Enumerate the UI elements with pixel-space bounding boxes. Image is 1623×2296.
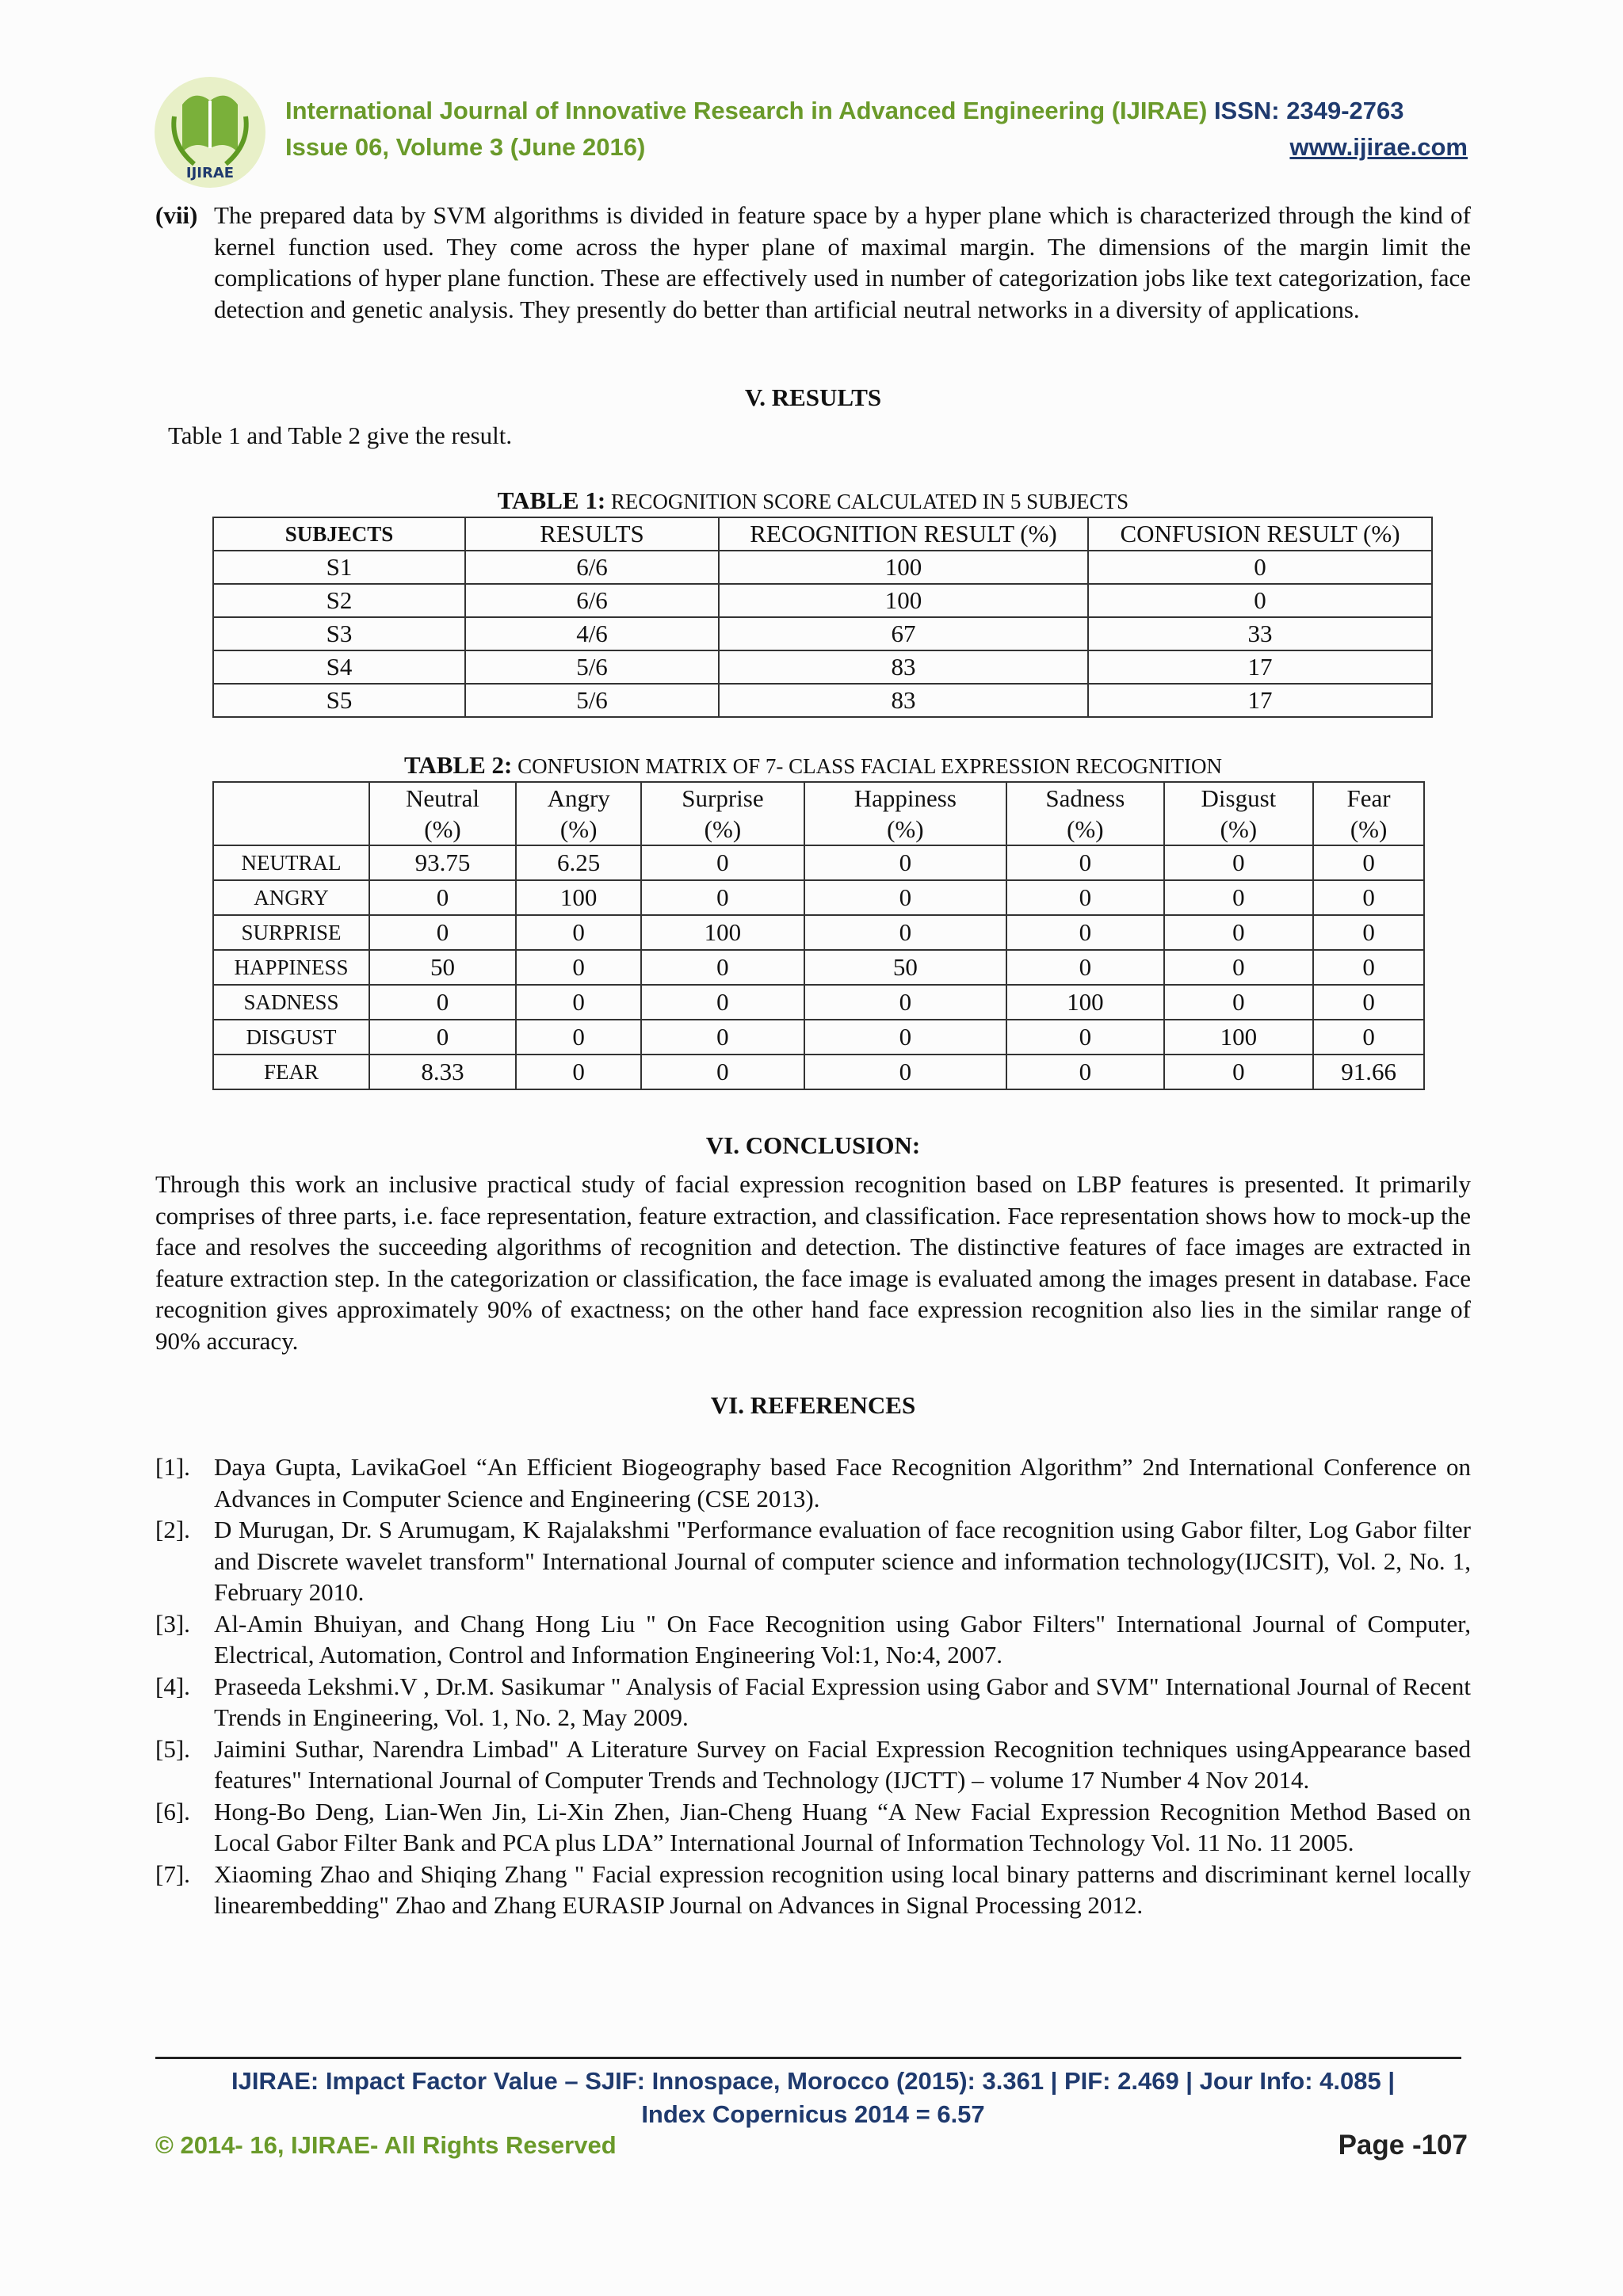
column-header: RECOGNITION RESULT (%)	[719, 517, 1088, 551]
table-cell: 0	[516, 1020, 641, 1055]
table-cell: S2	[213, 584, 465, 617]
table-cell: 0	[804, 845, 1007, 880]
reference-number: [7].	[155, 1859, 190, 1888]
table-cell: S5	[213, 684, 465, 717]
conclusion-paragraph: Through this work an inclusive practical study of facial expression recognition based on LBP features is presented. It primarily comprises of three parts, i.e. face representation, feature extraction, and classification. Face representation shows how to mock-up the face and resolves the succeeding algorithms of recognition and detection. The distinctive features of face images are extracted in feature extraction step. In the categorization or classification, the face image is evaluated among the images present in database. Face recognition gives approximately 90% of exactness; on the other hand face expression recognition also lies in the similar range of 90% accuracy.	[155, 1170, 1471, 1355]
impact-line-2: Index Copernicus 2014 = 6.57	[641, 2100, 985, 2128]
table-cell: 100	[1164, 1020, 1314, 1055]
reference-item	[155, 1859, 1471, 1921]
table-cell: 0	[804, 1020, 1007, 1055]
svm-paragraph	[155, 200, 1471, 325]
table-cell: 0	[516, 985, 641, 1020]
recognition-score-table	[212, 517, 1433, 718]
copyright: © 2014- 16, IJIRAE- All Rights Reserved	[155, 2131, 617, 2159]
table1-caption-text: RECOGNITION SCORE CALCULATED IN 5 SUBJECTS	[610, 490, 1129, 513]
table-cell: 0	[369, 915, 516, 950]
table-cell: 100	[641, 915, 804, 950]
table-cell: 0	[641, 985, 804, 1020]
item-label: (vii)	[155, 201, 198, 229]
table-cell: 0	[641, 950, 804, 985]
table2-caption	[155, 751, 1471, 780]
table-cell: 5/6	[465, 650, 719, 684]
table-cell: 0	[804, 880, 1007, 915]
column-header-name: Happiness	[854, 784, 957, 812]
table-cell: 0	[641, 1020, 804, 1055]
column-header	[804, 782, 1007, 845]
table-cell: 0	[1164, 880, 1314, 915]
table1-caption	[155, 486, 1471, 515]
impact-line-1: IJIRAE: Impact Factor Value – SJIF: Innospace, Morocco (2015): 3.361 | PIF: 2.469 | Jour Info: 4.085 |	[231, 2067, 1395, 2095]
column-header: CONFUSION RESULT (%)	[1088, 517, 1432, 551]
table-cell: 5/6	[465, 684, 719, 717]
column-header	[516, 782, 641, 845]
column-header-unit: (%)	[704, 815, 742, 843]
reference-number: [1].	[155, 1453, 190, 1481]
column-header-unit: (%)	[1067, 815, 1104, 843]
reference-text: Al-Amin Bhuiyan, and Chang Hong Liu " On Face Recognition using Gabor Filters" International Journal of Computer, Electrical, Automation, Control and Information Engineering Vol:1, No:4, 2007.	[214, 1609, 1471, 1669]
column-header	[641, 782, 804, 845]
column-header-unit: (%)	[1220, 815, 1258, 843]
reference-text: Jaimini Suthar, Narendra Limbad" A Literature Survey on Facial Expression Recognition techniques usingAppearance based features" International Journal of Computer Trends and Technology (IJCTT) – volume 17 Number 4 Nov 2014.	[214, 1734, 1471, 1794]
table-cell: 0	[804, 985, 1007, 1020]
table-cell: 83	[719, 684, 1088, 717]
reference-item	[155, 1608, 1471, 1671]
table-cell: 33	[1088, 617, 1432, 650]
table-cell: 50	[804, 950, 1007, 985]
table-row	[213, 650, 1432, 684]
table2-body	[213, 845, 1424, 1089]
table-row	[213, 551, 1432, 584]
table-row	[213, 684, 1432, 717]
table-row	[213, 584, 1432, 617]
column-header-name: Sadness	[1045, 784, 1125, 812]
confusion-matrix-table	[212, 781, 1425, 1090]
row-label: NEUTRAL	[213, 845, 369, 880]
column-header-unit: (%)	[887, 815, 924, 843]
table-cell: 0	[1313, 915, 1424, 950]
table-cell: 0	[641, 845, 804, 880]
reference-text: D Murugan, Dr. S Arumugam, K Rajalakshmi "Performance evaluation of face recognition using Gabor filter, Log Gabor filter and Discrete wavelet transform" International Journal of computer science and information technology(IJCSIT), Vol. 2, No. 1, February 2010.	[214, 1516, 1471, 1606]
column-header: SUBJECTS	[213, 517, 465, 551]
row-label: ANGRY	[213, 880, 369, 915]
reference-number: [6].	[155, 1797, 190, 1825]
table-cell: 0	[516, 1055, 641, 1089]
column-header: RESULTS	[465, 517, 719, 551]
issue-info: Issue 06, Volume 3 (June 2016)	[285, 133, 646, 161]
table-cell: 67	[719, 617, 1088, 650]
table-cell: 83	[719, 650, 1088, 684]
reference-item	[155, 1671, 1471, 1733]
references-heading: VI. REFERENCES	[710, 1391, 916, 1419]
issn: ISSN: 2349-2763	[1213, 97, 1404, 124]
row-label: FEAR	[213, 1055, 369, 1089]
item-text: The prepared data by SVM algorithms is divided in feature space by a hyper plane which is characterized through the kind of kernel function used. They come across the hyper plane of maximal margin. The dimensions of the margin limit the complications of hyper plane function. These are effectively used in number of categorization jobs like text categorization, face detection and genetic analysis. They presently do better than artificial neutral networks in a diversity of applications.	[214, 201, 1471, 323]
reference-item	[155, 1733, 1471, 1796]
table-cell: 0	[804, 915, 1007, 950]
table-row	[213, 985, 1424, 1020]
table-cell: 0	[369, 985, 516, 1020]
reference-item	[155, 1514, 1471, 1608]
table-cell: S3	[213, 617, 465, 650]
table-header-row	[213, 517, 1432, 551]
column-header	[1164, 782, 1314, 845]
svg-text:IJIRAE: IJIRAE	[185, 165, 235, 181]
table-cell: 0	[1313, 950, 1424, 985]
table-row	[213, 950, 1424, 985]
column-header-name: Surprise	[682, 784, 764, 812]
journal-name: International Journal of Innovative Research in Advanced Engineering (IJIRAE)	[285, 97, 1208, 124]
results-heading: V. RESULTS	[744, 383, 882, 411]
corner-cell	[213, 782, 369, 845]
reference-text: Hong-Bo Deng, Lian-Wen Jin, Li-Xin Zhen, Jian-Cheng Huang “A New Facial Expression Recognition Method Based on Local Gabor Filter Bank and PCA plus LDA” International Journal of Information Technology Vol. 11 No. 11 2005.	[214, 1797, 1471, 1856]
table-cell: 0	[1164, 985, 1314, 1020]
table-cell: 17	[1088, 684, 1432, 717]
table-cell: 0	[1006, 845, 1164, 880]
table-cell: 0	[1313, 845, 1424, 880]
table-row	[213, 880, 1424, 915]
table-cell: 4/6	[465, 617, 719, 650]
reference-number: [4].	[155, 1672, 190, 1700]
reference-number: [3].	[155, 1609, 190, 1638]
table-cell: 0	[1164, 950, 1314, 985]
footer-divider	[155, 2057, 1461, 2059]
row-label: HAPPINESS	[213, 950, 369, 985]
table-header-row	[213, 782, 1424, 845]
row-label: SADNESS	[213, 985, 369, 1020]
table-cell: 6.25	[516, 845, 641, 880]
table-cell: 0	[1006, 1020, 1164, 1055]
table-cell: 17	[1088, 650, 1432, 684]
table-cell: 0	[1006, 880, 1164, 915]
column-header-name: Fear	[1346, 784, 1391, 812]
table-cell: 0	[516, 950, 641, 985]
table1-caption-label: TABLE 1:	[497, 486, 606, 514]
table-cell: 0	[1088, 584, 1432, 617]
table-row	[213, 845, 1424, 880]
table-cell: 0	[1006, 950, 1164, 985]
column-header-name: Angry	[547, 784, 610, 812]
table-cell: 91.66	[1313, 1055, 1424, 1089]
column-header-unit: (%)	[1350, 815, 1388, 843]
reference-item	[155, 1796, 1471, 1859]
table-cell: 0	[1088, 551, 1432, 584]
table-cell: 0	[1164, 915, 1314, 950]
table-cell: 6/6	[465, 551, 719, 584]
page-number: Page -107	[1338, 2130, 1468, 2161]
column-header-name: Neutral	[406, 784, 479, 812]
table-cell: 0	[1164, 1055, 1314, 1089]
table-cell: 100	[516, 880, 641, 915]
column-header	[1006, 782, 1164, 845]
table2-caption-text: CONFUSION MATRIX OF 7- CLASS FACIAL EXPRESSION RECOGNITION	[517, 754, 1222, 778]
table-cell: 0	[1313, 1020, 1424, 1055]
journal-title-line	[285, 97, 1403, 125]
table-cell: 100	[719, 551, 1088, 584]
row-label: DISGUST	[213, 1020, 369, 1055]
table-cell: 0	[641, 880, 804, 915]
column-header	[369, 782, 516, 845]
reference-list	[155, 1451, 1471, 1921]
column-header-unit: (%)	[559, 815, 598, 843]
table-cell: 50	[369, 950, 516, 985]
row-label: SURPRISE	[213, 915, 369, 950]
table-cell: 0	[516, 915, 641, 950]
table-row	[213, 1020, 1424, 1055]
table-cell: S1	[213, 551, 465, 584]
reference-number: [2].	[155, 1516, 190, 1543]
reference-item	[155, 1451, 1471, 1514]
table-cell: 93.75	[369, 845, 516, 880]
table-cell: 0	[804, 1055, 1007, 1089]
column-header-unit: (%)	[424, 815, 461, 843]
table-cell: 0	[1313, 880, 1424, 915]
table-cell: 100	[719, 584, 1088, 617]
table-cell: 0	[369, 1020, 516, 1055]
table-cell: 0	[641, 1055, 804, 1089]
reference-number: [5].	[155, 1734, 190, 1763]
results-intro: Table 1 and Table 2 give the result.	[168, 421, 513, 449]
table-cell: 6/6	[465, 584, 719, 617]
journal-url-link[interactable]: www.ijirae.com	[1289, 133, 1468, 161]
table-row	[213, 1055, 1424, 1089]
table-cell: 0	[1006, 915, 1164, 950]
column-header-name: Disgust	[1201, 784, 1277, 812]
table-cell: 8.33	[369, 1055, 516, 1089]
column-header	[1313, 782, 1424, 845]
reference-text: Xiaoming Zhao and Shiqing Zhang " Facial expression recognition using local binary patterns and discriminant kernel locally linearembedding" Zhao and Zhang EURASIP Journal on Advances in Signal Processing 2012.	[214, 1859, 1471, 1919]
table-cell: 0	[1006, 1055, 1164, 1089]
reference-text: Praseeda Lekshmi.V , Dr.M. Sasikumar " Analysis of Facial Expression using Gabor and SVM" International Journal of Recent Trends in Engineering, Vol. 1, No. 2, May 2009.	[214, 1672, 1471, 1731]
conclusion-heading: VI. CONCLUSION:	[705, 1131, 921, 1159]
table1-body	[213, 551, 1432, 717]
impact-factor-info	[155, 2065, 1471, 2131]
table-cell: 100	[1006, 985, 1164, 1020]
table-row	[213, 915, 1424, 950]
table-row	[213, 617, 1432, 650]
table-cell: 0	[369, 880, 516, 915]
table-cell: 0	[1313, 985, 1424, 1020]
reference-text: Daya Gupta, LavikaGoel “An Efficient Biogeography based Face Recognition Algorithm” 2nd International Conference on Advances in Computer Science and Engineering (CSE 2013).	[214, 1453, 1471, 1512]
journal-logo	[151, 73, 269, 192]
table-cell: 0	[1164, 845, 1314, 880]
table-cell: S4	[213, 650, 465, 684]
table2-caption-label: TABLE 2:	[404, 751, 513, 779]
